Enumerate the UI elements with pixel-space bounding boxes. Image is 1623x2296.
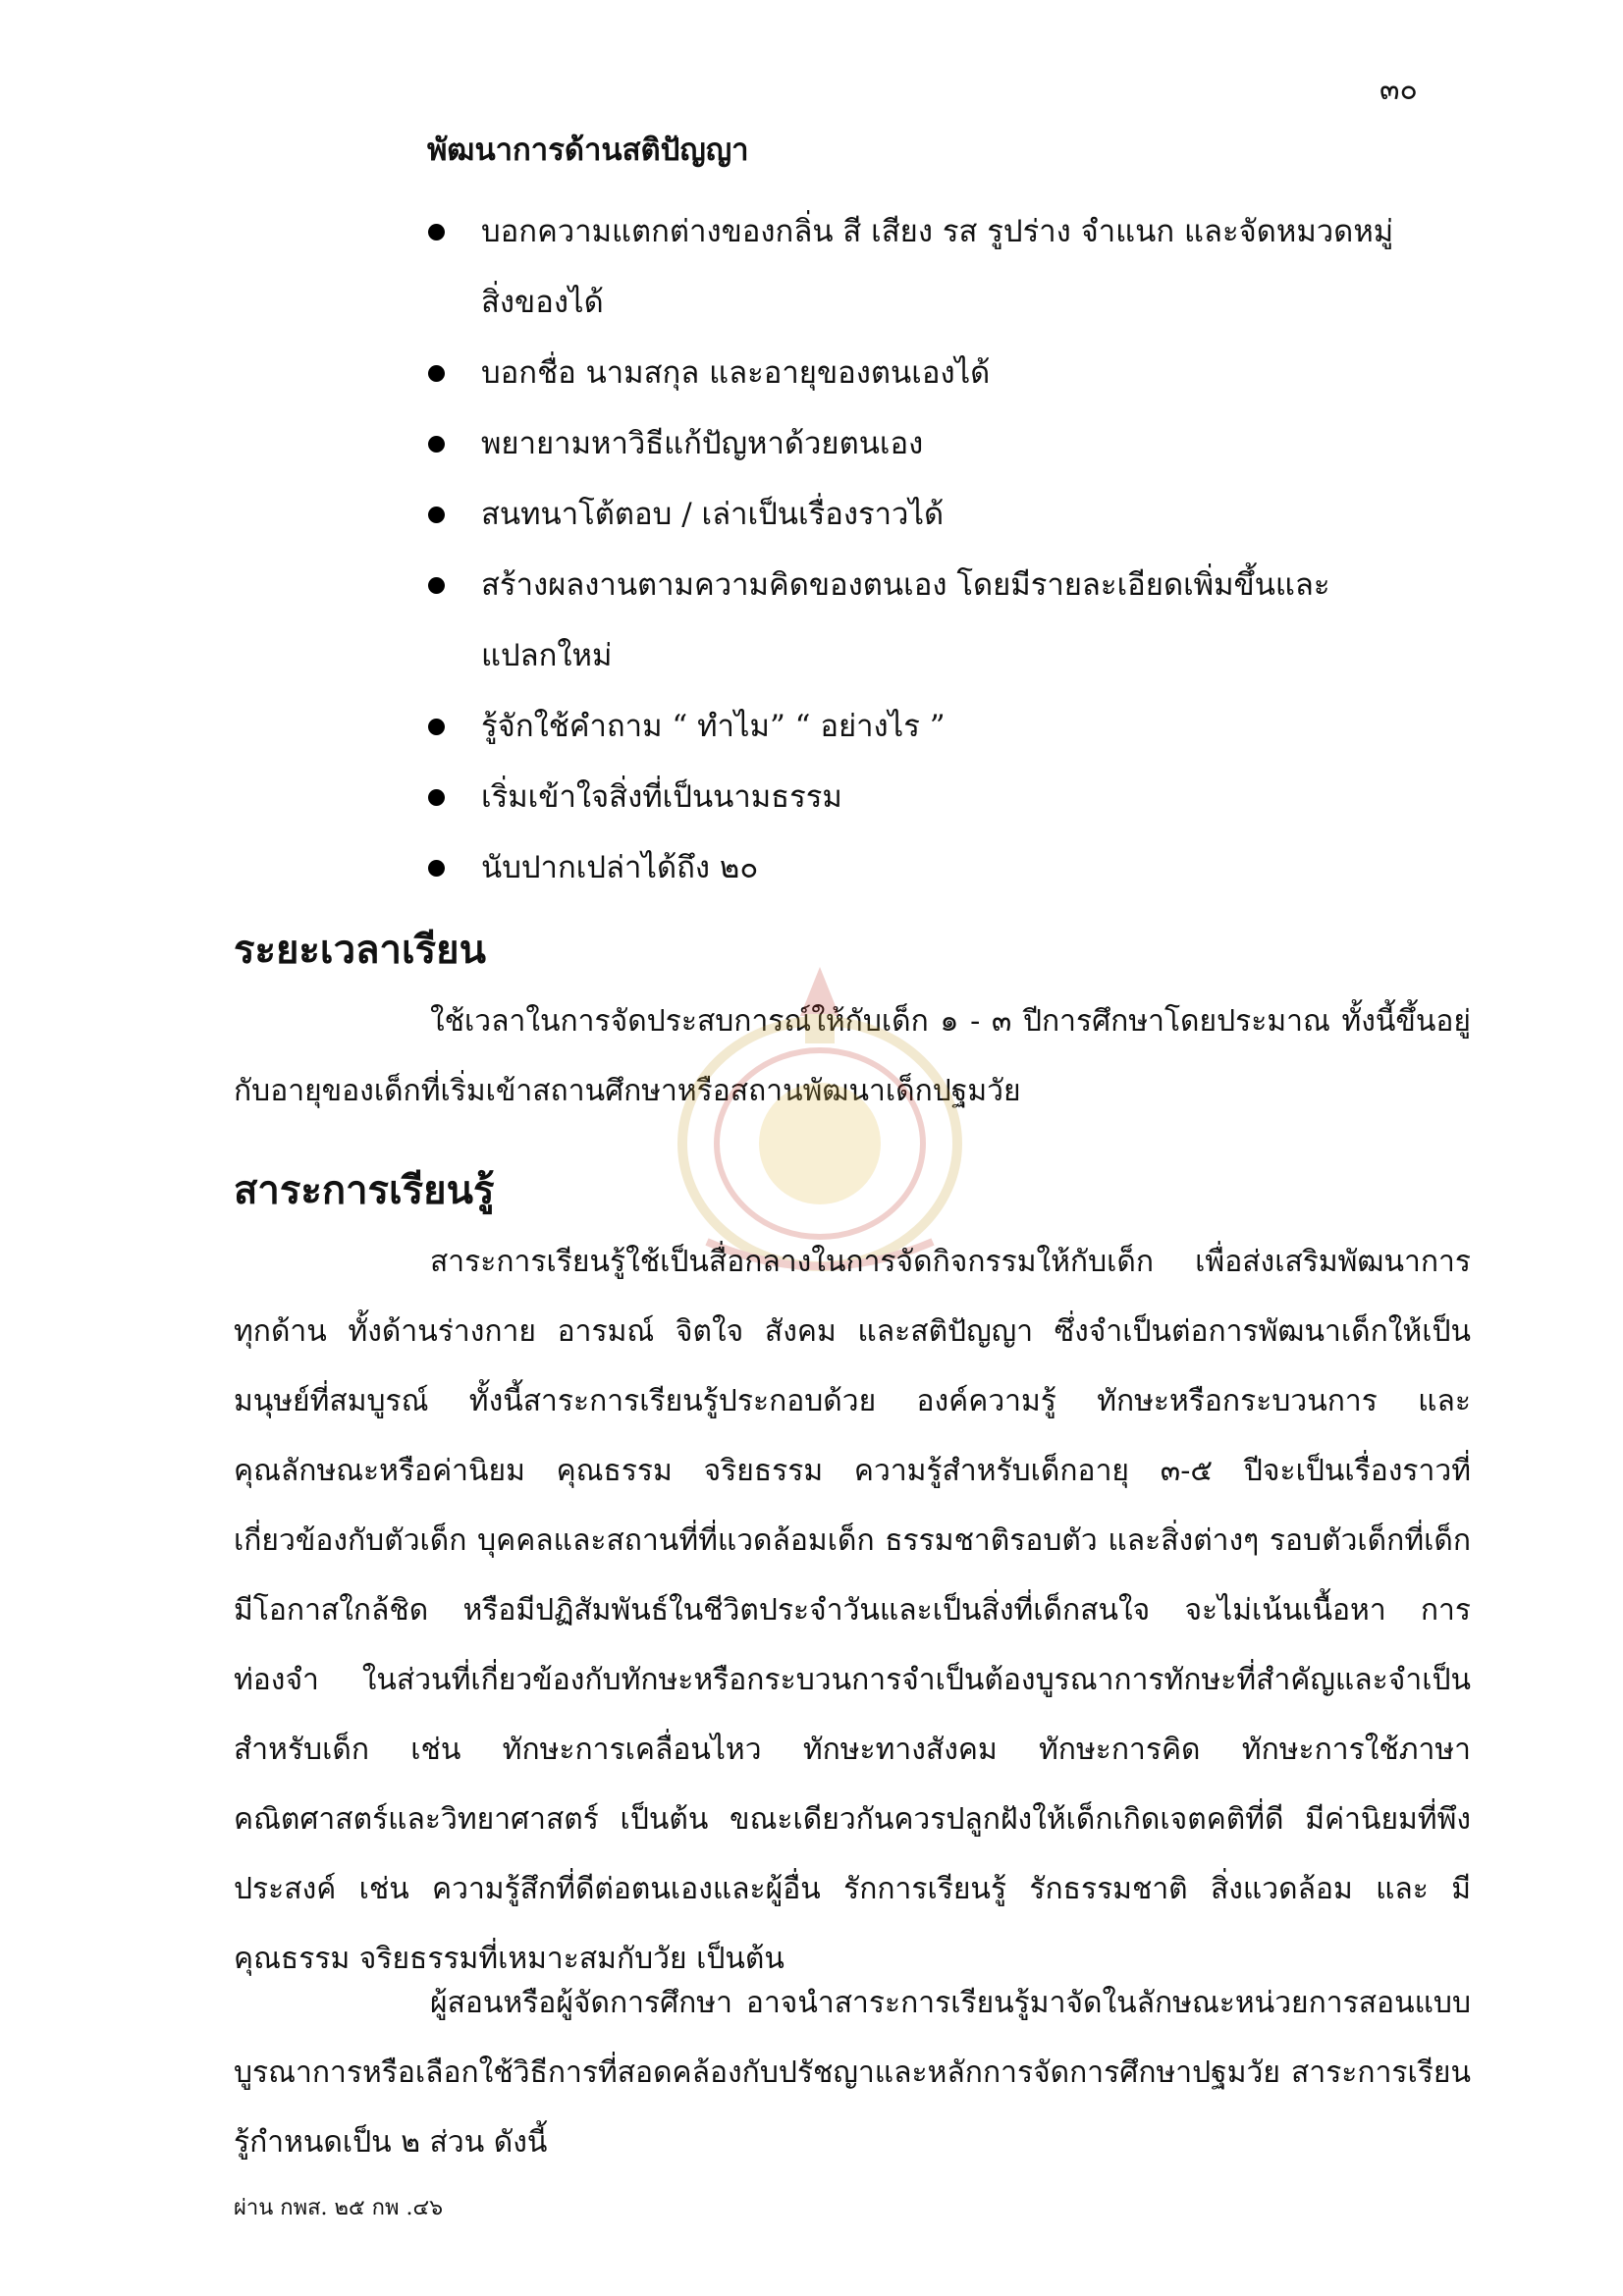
list-item-text: รู้จักใช้คำถาม “ ทำไม” “ อย่างไร ”: [481, 709, 946, 744]
list-item-text: เริ่มเข้าใจสิ่งที่เป็นนามธรรม: [481, 779, 842, 815]
list-item: [422, 408, 1404, 479]
list-item: [422, 832, 1404, 903]
list-item: [422, 550, 1404, 691]
section-title-duration: ระยะเวลาเรียน: [234, 927, 486, 973]
list-item-text: บอกความแตกต่างของกลิ่น สี เสียง รส รูปร่าง จำแนก และจัดหมวดหมู่สิ่งของได้: [481, 214, 1394, 320]
learning-content-paragraph-2: ผู้สอนหรือผู้จัดการศึกษา อาจนำสาระการเรียนรู้มาจัดในลักษณะหน่วยการสอนแบบบูรณาการหรือเลือกใช้วิธีการที่สอดคล้องกับปรัชญาและหลักการจัดการศึกษาปฐมวัย สาระการเรียนรู้กำหนดเป็น ๒ ส่วน ดังนี้: [234, 1986, 1471, 2160]
bullet-icon: [428, 507, 445, 523]
list-item: [422, 691, 1404, 762]
list-item: [422, 338, 1404, 408]
list-item-text: นับปากเปล่าได้ถึง ๒๐: [481, 850, 759, 885]
page-number: ๓๐: [1380, 73, 1418, 107]
duration-paragraph: ใช้เวลาในการจัดประสบการณ์ให้กับเด็ก ๑ - ๓ ปีการศึกษาโดยประมาณ ทั้งนี้ขึ้นอยู่กับอายุของเด็กที่เริ่มเข้าสถานศึกษาหรือสถานพัฒนาเด็กปฐมวัย: [234, 1004, 1471, 1108]
sub-heading: พัฒนาการด้านสติปัญญา: [427, 133, 749, 168]
bullet-icon: [428, 365, 445, 382]
bullet-icon: [428, 860, 445, 877]
list-item-text: บอกชื่อ นามสกุล และอายุของตนเองได้: [481, 355, 991, 391]
bullet-icon: [428, 719, 445, 735]
section-title-learning-content: สาระการเรียนรู้: [234, 1167, 495, 1213]
list-item-text: พยายามหาวิธีแก้ปัญหาด้วยตนเอง: [481, 426, 924, 461]
footer-note: ผ่าน กพส. ๒๕ กพ .๔๖: [234, 2196, 444, 2220]
bullet-icon: [428, 436, 445, 453]
learning-content-paragraph: สาระการเรียนรู้ใช้เป็นสื่อกลางในการจัดกิจกรรมให้กับเด็ก เพื่อส่งเสริมพัฒนาการทุกด้าน ทั้งด้านร่างกาย อารมณ์ จิตใจ สังคม และสติปัญญา ซึ่งจำเป็นต่อการพัฒนาเด็กให้เป็นมนุษย์ที่สมบูรณ์ ทั้งนี้สาระการเรียนรู้ประกอบด้วย องค์ความรู้ ทักษะหรือกระบวนการ และคุณลักษณะหรือค่านิยม คุณธรรม จริยธรรม ความรู้สำหรับเด็กอายุ ๓-๕ ปีจะเป็นเรื่องราวที่เกี่ยวข้องกับตัวเด็ก บุคคลและสถานที่ที่แวดล้อมเด็ก ธรรมชาติรอบตัว และสิ่งต่างๆ รอบตัวเด็กที่เด็กมีโอกาสใกล้ชิด หรือมีปฏิสัมพันธ์ในชีวิตประจำวันและเป็นสิ่งที่เด็กสนใจ จะไม่เน้นเนื้อหา การท่องจำ ในส่วนที่เกี่ยวข้องกับทักษะหรือกระบวนการจำเป็นต้องบูรณาการทักษะที่สำคัญและจำเป็นสำหรับเด็ก เช่น ทักษะการเคลื่อนไหว ทักษะทางสังคม ทักษะการคิด ทักษะการใช้ภาษา คณิตศาสตร์และวิทยาศาสตร์ เป็นต้น ขณะเดียวกันควรปลูกฝังให้เด็กเกิดเจตคติที่ดี มีค่านิยมที่พึงประสงค์ เช่น ความรู้สึกที่ดีต่อตนเองและผู้อื่น รักการเรียนรู้ รักธรรมชาติ สิ่งแวดล้อม และ มีคุณธรรม จริยธรรมที่เหมาะสมกับวัย เป็นต้น: [234, 1245, 1471, 1976]
list-item-text: สร้างผลงานตามความคิดของตนเอง โดยมีรายละเอียดเพิ่มขึ้นและแปลกใหม่: [481, 567, 1330, 673]
bullet-icon: [428, 789, 445, 806]
list-item: [422, 196, 1404, 338]
list-item-text: สนทนาโต้ตอบ / เล่าเป็นเรื่องราวได้: [481, 497, 945, 532]
bullet-list: [422, 196, 1404, 903]
list-item: [422, 479, 1404, 550]
bullet-icon: [428, 577, 445, 594]
list-item: [422, 762, 1404, 832]
bullet-icon: [428, 224, 445, 240]
